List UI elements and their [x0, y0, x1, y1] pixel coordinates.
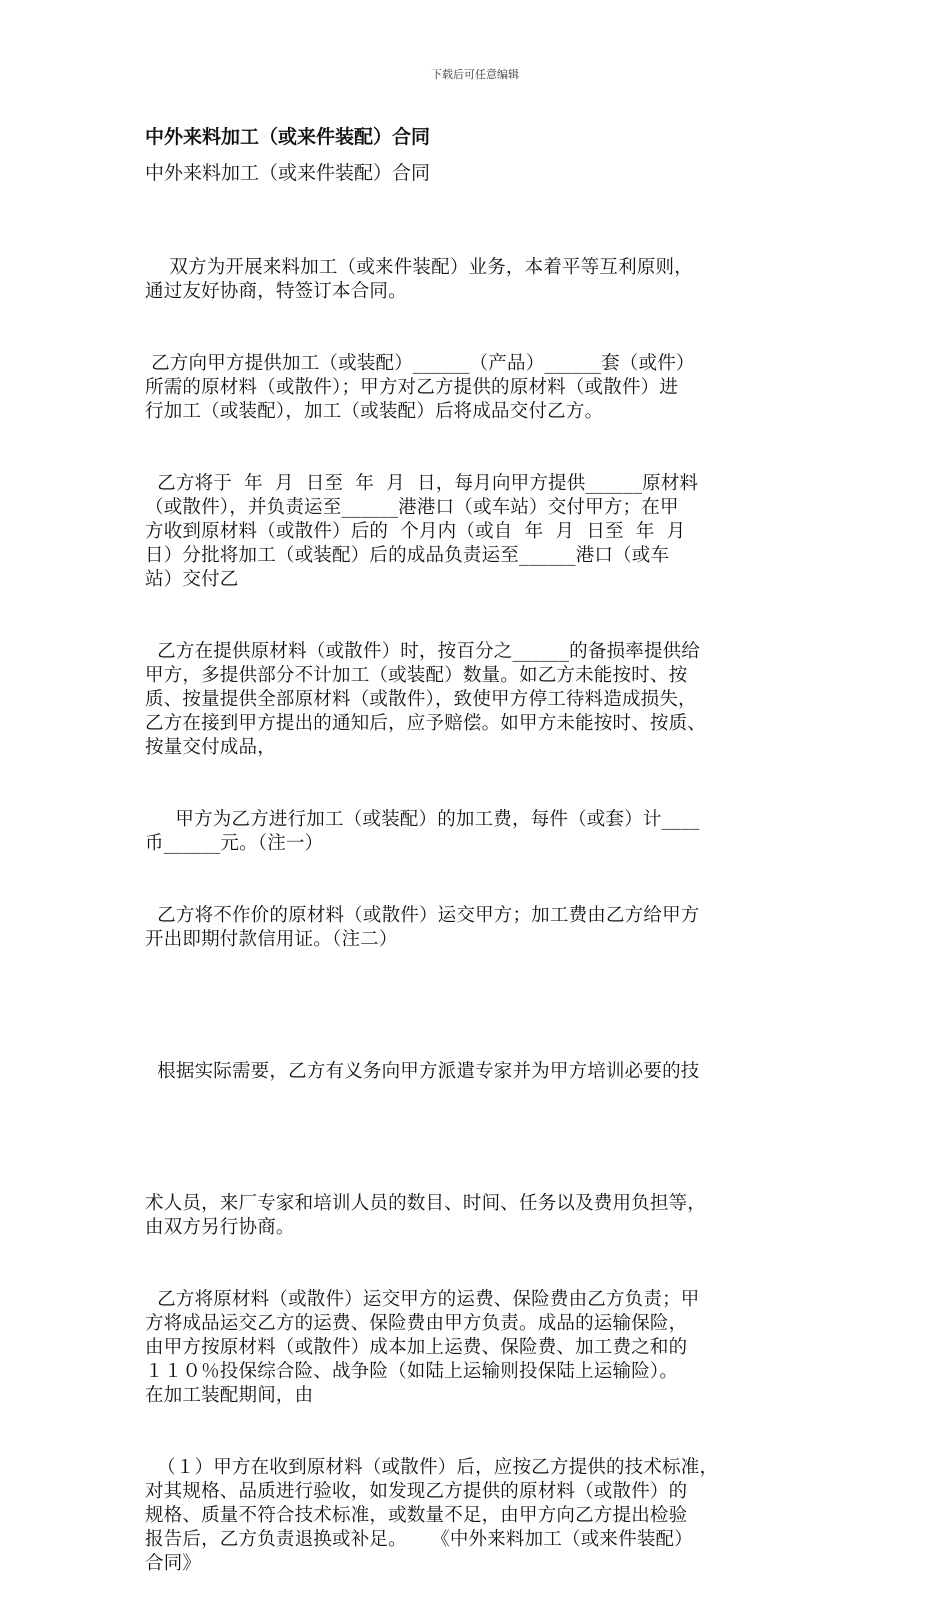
paragraph-fee: 甲方为乙方进行加工（或装配）的加工费，每件（或套）计____ 币______元。（注一） [145, 809, 700, 854]
paragraph-schedule: 乙方将于 年 月 日至 年 月 日，每月向甲方提供______原材料 （或散件），并负责运至______港港口（或车站）交付甲方；在甲 方收到原材料（或散件）后的 个月内（或自 年 月 日至 年 月 日）分批将加工（或装配）后的成品负责运至______港口（或车 站）交付乙 [145, 473, 699, 590]
paragraph-inspection: （１）甲方在收到原材料（或散件）后，应按乙方提供的技术标准， 对其规格、品质进行验收，如发现乙方提供的原材料（或散件）的 规格、质量不符合技术标准，或数量不足，由甲方向乙方提出检验 报告后，乙方负责退换或补足。 《中外来料加工（或来件装配） 合同》 [145, 1457, 719, 1574]
contract-text [145, 208, 813, 1624]
document-subtitle: 中外来料加工（或来件装配）合同 [145, 162, 431, 184]
paragraph-freight: 乙方将原材料（或散件）运交甲方的运费、保险费由乙方负责；甲 方将成品运交乙方的运费、保险费由甲方负责。成品的运输保险， 由甲方按原材料（或散件）成本加上运费、保险费、加工费之和的 １１０％投保综合险、战争险（如陆上运输则投保陆上运输险）。 在加工装配期间，由 [145, 1289, 700, 1406]
paragraph-experts: 根据实际需要，乙方有义务向甲方派遣专家并为甲方培训必要的技 [145, 1061, 700, 1082]
spacer [145, 1132, 813, 1144]
spacer [145, 1000, 813, 1012]
document-body [145, 124, 813, 1624]
paragraph-wastage: 乙方在提供原材料（或散件）时，按百分之______的备损率提供给 甲方，多提供部分不计加工（或装配）数量。如乙方未能按时、按 质、按量提供全部原材料（或散件），致使甲方停工待料造成损失， 乙方在接到甲方提出的通知后，应予赔偿。如甲方未能按时、按质、 按量交付成品， [145, 641, 707, 758]
paragraph-payment: 乙方将不作价的原材料（或散件）运交甲方；加工费由乙方给甲方 开出即期付款信用证。（注二） [145, 905, 700, 950]
paragraph-experts-cont: 术人员，来厂专家和培训人员的数目、时间、任务以及费用负担等， 由双方另行协商。 [145, 1193, 707, 1238]
page-header: 下载后可任意编辑 [431, 68, 519, 81]
paragraph-supply: 乙方向甲方提供加工（或装配）______（产品）______套（或件） 所需的原材料（或散件）；甲方对乙方提供的原材料（或散件）进 行加工（或装配），加工（或装配）后将成品交付乙方。 [145, 353, 695, 422]
document-title: 中外来料加工（或来件装配）合同 [145, 126, 431, 148]
paragraph-intro: 双方为开展来料加工（或来件装配）业务，本着平等互利原则， 通过友好协商，特签订本合同。 [145, 257, 693, 302]
